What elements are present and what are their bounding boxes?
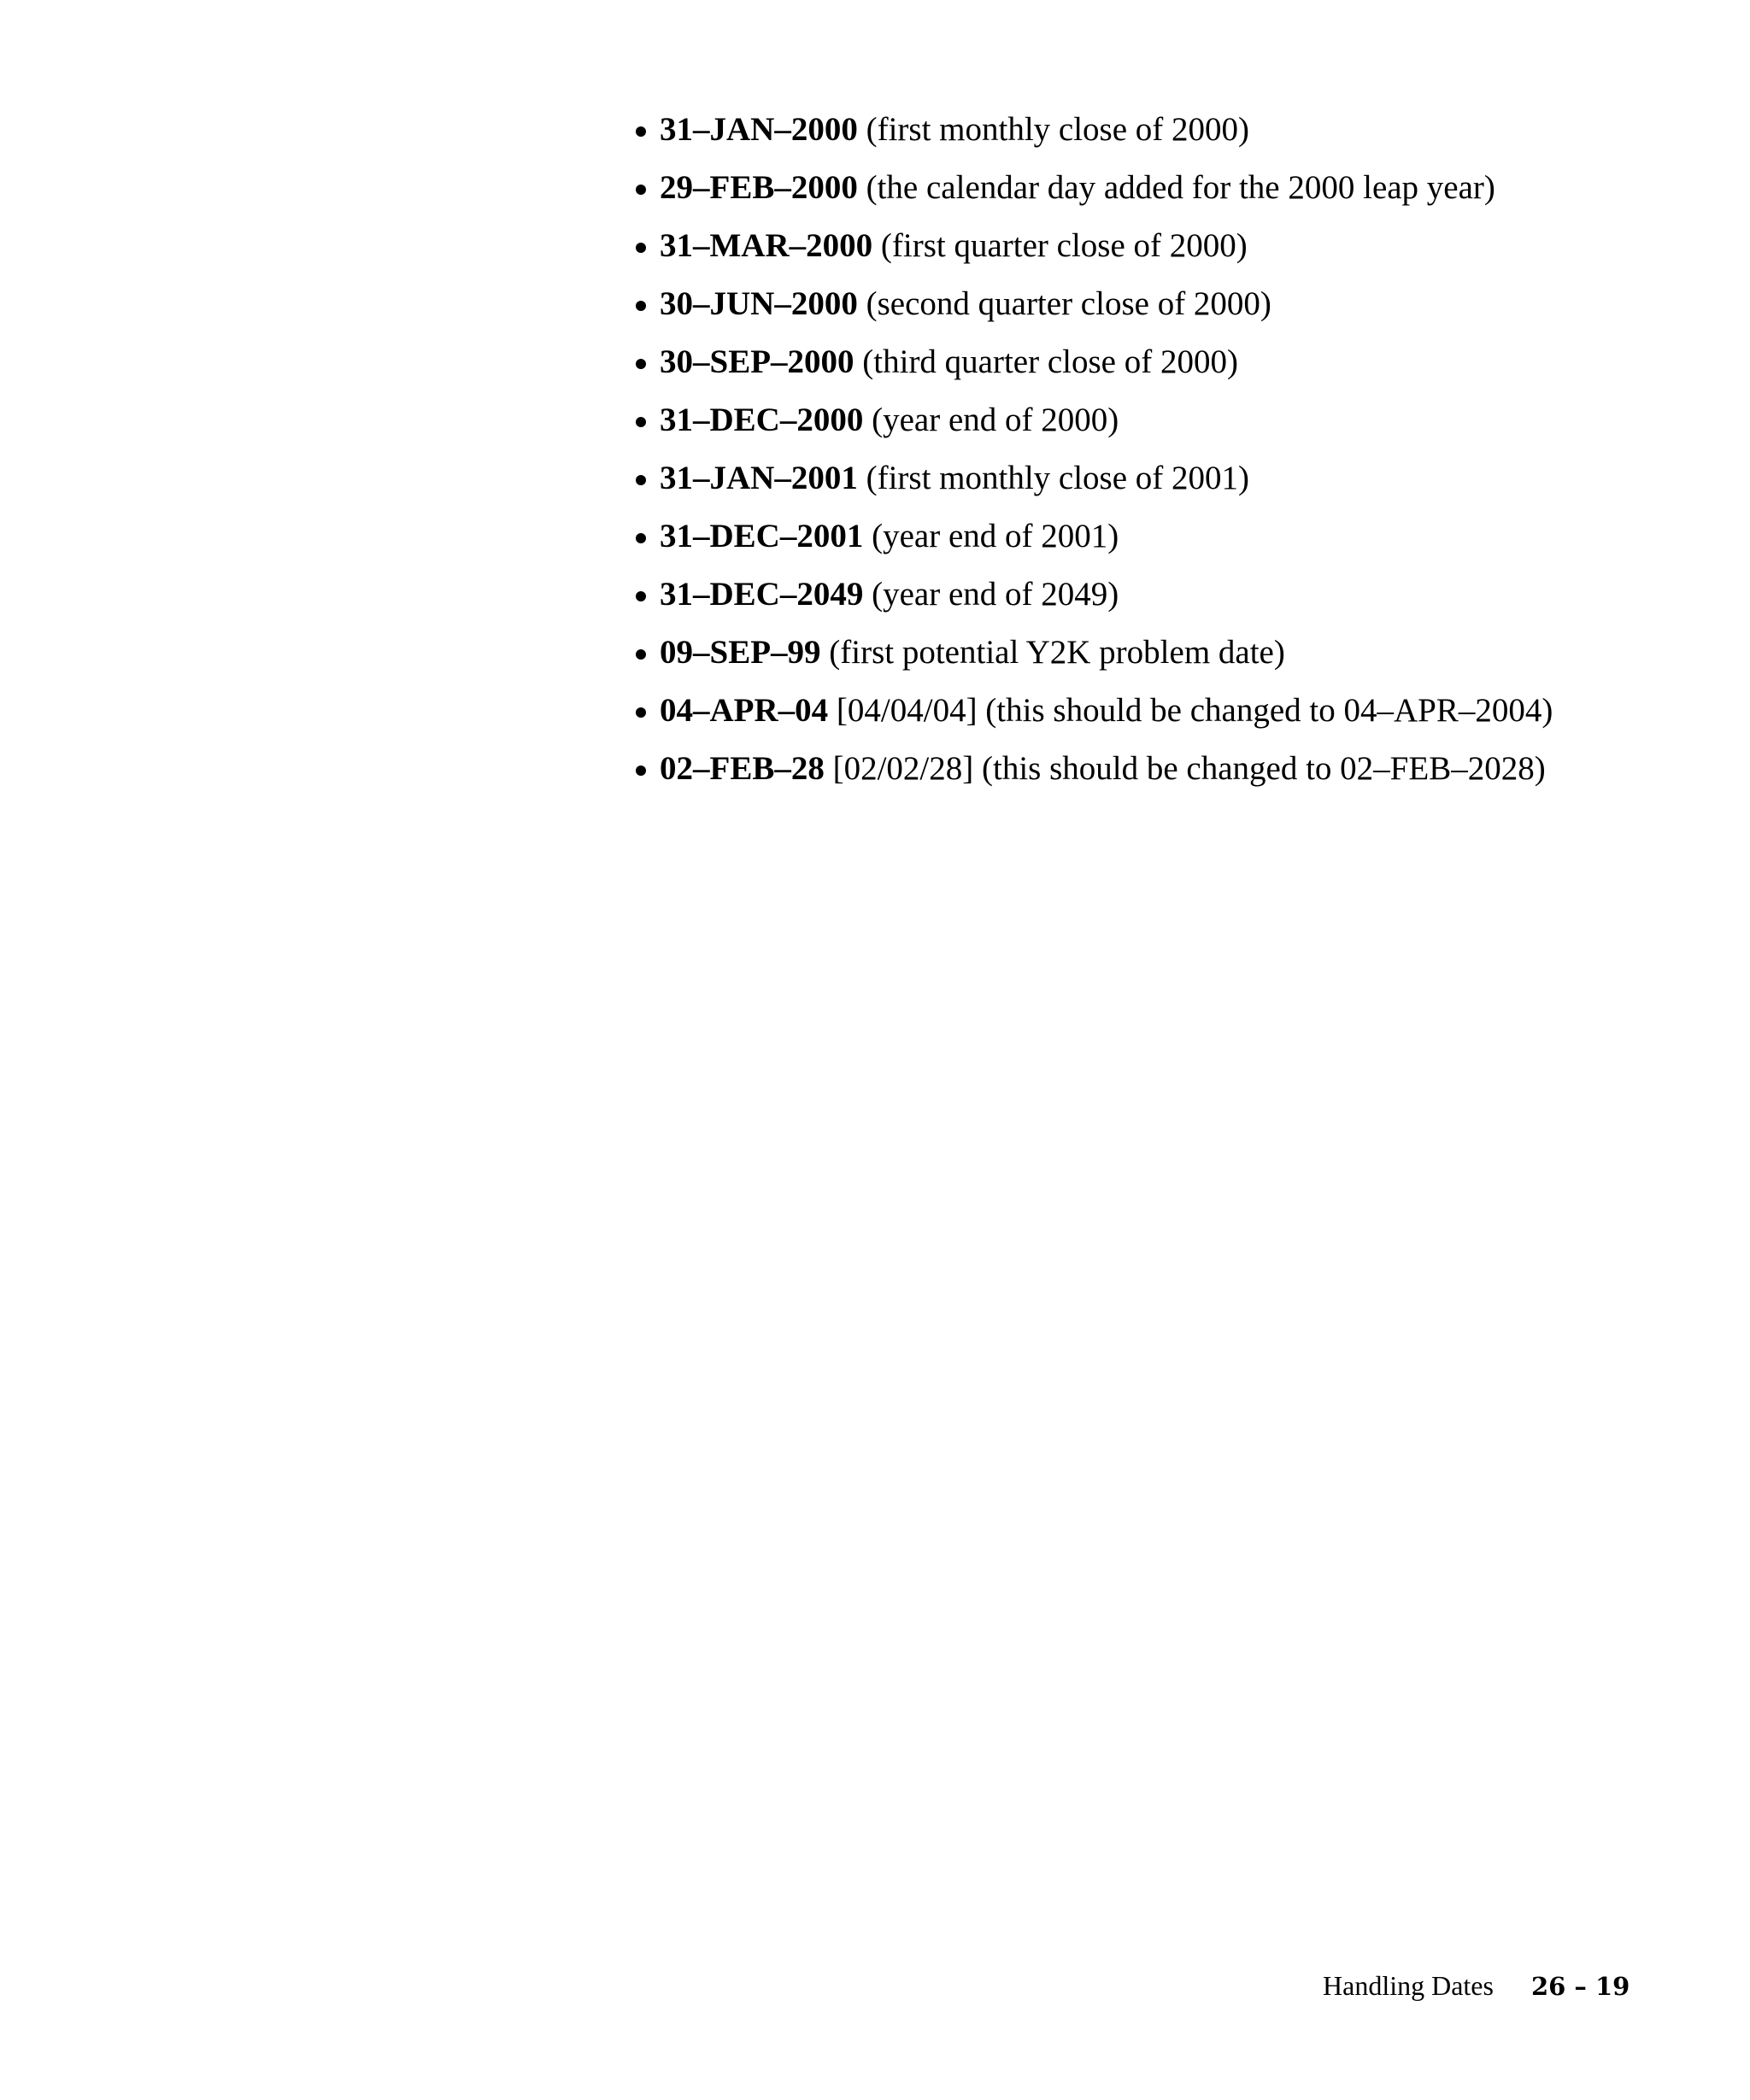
list-item xyxy=(660,571,1553,629)
date-value: 09–SEP–99 xyxy=(660,634,821,671)
date-value: 31–JAN–2000 xyxy=(660,111,858,148)
list-item xyxy=(660,513,1553,571)
date-note: (first quarter close of 2000) xyxy=(872,227,1248,264)
date-value: 31–DEC–2000 xyxy=(660,402,864,438)
date-note: [02/02/28] (this should be changed to 02–FEB–2028) xyxy=(824,750,1546,787)
bullet-icon xyxy=(636,475,646,485)
date-value: 31–DEC–2049 xyxy=(660,576,864,613)
list-item xyxy=(660,396,1553,455)
list-item xyxy=(660,745,1553,803)
page-number: 26 – 19 xyxy=(1530,1972,1630,2001)
date-note: (second quarter close of 2000) xyxy=(857,285,1271,322)
date-value: 30–SEP–2000 xyxy=(660,343,854,380)
bullet-icon xyxy=(636,649,646,660)
date-value: 31–DEC–2001 xyxy=(660,518,864,554)
date-value: 02–FEB–28 xyxy=(660,750,825,787)
date-value: 04–APR–04 xyxy=(660,692,829,729)
bullet-icon xyxy=(636,359,646,369)
bullet-icon xyxy=(636,766,646,776)
date-note: (third quarter close of 2000) xyxy=(854,343,1238,380)
list-item xyxy=(660,164,1553,222)
bullet-icon xyxy=(636,243,646,253)
list-item xyxy=(660,629,1553,687)
list-item xyxy=(660,455,1553,513)
bullet-icon xyxy=(636,707,646,718)
date-note: (first monthly close of 2001) xyxy=(857,460,1250,496)
page-footer xyxy=(1323,1967,1630,2005)
date-note: (first potential Y2K problem date) xyxy=(820,634,1285,671)
date-note: (the calendar day added for the 2000 leap year) xyxy=(857,169,1495,206)
bullet-icon xyxy=(636,533,646,543)
date-note: [04/04/04] (this should be changed to 04–APR–2004) xyxy=(828,692,1553,729)
list-item xyxy=(660,222,1553,280)
chapter-title: Handling Dates xyxy=(1323,1970,1494,2001)
bullet-icon xyxy=(636,185,646,195)
date-value: 31–JAN–2001 xyxy=(660,460,858,496)
date-note: (year end of 2000) xyxy=(863,402,1119,438)
list-item xyxy=(660,687,1553,745)
date-note: (year end of 2001) xyxy=(863,518,1119,554)
date-value: 31–MAR–2000 xyxy=(660,227,873,264)
list-item xyxy=(660,106,1553,164)
date-value: 29–FEB–2000 xyxy=(660,169,858,206)
bullet-icon xyxy=(636,301,646,311)
list-item xyxy=(660,280,1553,338)
date-note: (year end of 2049) xyxy=(863,576,1119,613)
list-item xyxy=(660,338,1553,396)
bullet-icon xyxy=(636,417,646,427)
date-value: 30–JUN–2000 xyxy=(660,285,858,322)
bullet-icon xyxy=(636,126,646,137)
date-note: (first monthly close of 2000) xyxy=(857,111,1250,148)
bullet-icon xyxy=(636,591,646,601)
date-list xyxy=(660,106,1553,803)
